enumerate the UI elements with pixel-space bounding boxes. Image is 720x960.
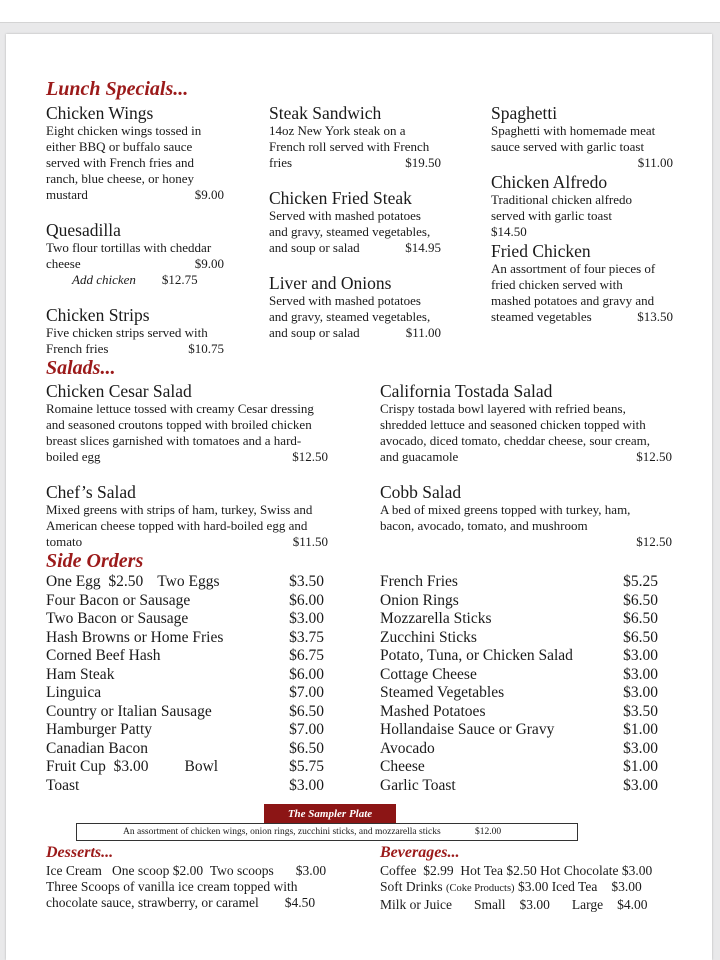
side-price: $6.50 [623, 628, 658, 646]
beverage-size: Small [474, 897, 506, 912]
previous-page-edge [0, 0, 720, 23]
item-desc: steamed vegetables [491, 309, 592, 324]
side-name: Corned Beef Hash [46, 647, 161, 664]
item-desc: A bed of mixed greens topped with turkey, ham, [380, 502, 631, 517]
item-quesadilla [46, 220, 224, 288]
item-desc: and soup or salad [269, 240, 360, 255]
item-price: $12.50 [636, 449, 672, 464]
item-name: Chicken Wings [46, 103, 154, 123]
item-name: Spaghetti [491, 103, 558, 123]
item-desc: either BBQ or buffalo sauce [46, 139, 193, 154]
side-price: $3.75 [289, 628, 324, 646]
side-row [380, 666, 658, 685]
side-name: Country or Italian Sausage [46, 702, 212, 720]
item-desc: tomato [46, 534, 83, 549]
item-desc: American cheese topped with hard-boiled egg and [46, 518, 308, 533]
item-name: Steak Sandwich [269, 103, 382, 123]
item-desc: and gravy, steamed vegetables, [269, 224, 431, 239]
beverage-line [380, 879, 680, 897]
beverage-price: $3.00 [621, 863, 653, 878]
dessert-name: Ice Cream [46, 863, 102, 878]
item-desc: served with French fries and [46, 155, 195, 170]
side-name: Avocado [380, 739, 435, 757]
side-price: $6.00 [289, 591, 324, 609]
item-desc: Five chicken strips served with [46, 325, 208, 340]
side-row [46, 629, 324, 648]
side-row [380, 647, 658, 666]
sides-left-column [46, 573, 324, 795]
side-price: $6.50 [289, 739, 324, 757]
side-price: $6.00 [289, 665, 324, 683]
item-name: Chicken Fried Steak [269, 188, 412, 208]
side-name: Steamed Vegetables [380, 684, 505, 701]
item-price: $11.00 [637, 155, 673, 170]
side-price: $7.00 [289, 721, 324, 738]
addon-label: Add chicken [72, 272, 136, 287]
item-desc: Crispy tostada bowl layered with refried beans, [380, 401, 626, 416]
side-name: Four Bacon or Sausage [46, 591, 191, 609]
dessert-line [46, 863, 338, 879]
item-steak-sandwich [269, 103, 441, 171]
item-desc: Served with mashed potatoes [269, 208, 421, 223]
side-name: Cottage Cheese [380, 665, 477, 683]
item-chicken-wings [46, 103, 224, 203]
side-name: Hamburger Patty [46, 721, 153, 738]
item-desc: cheese [46, 256, 81, 271]
beverage-name: Soft Drinks [380, 879, 443, 894]
side-row [46, 703, 324, 722]
sampler-desc: An assortment of chicken wings, onion rings, zucchini sticks, and mozzarella sticks [123, 827, 441, 837]
side-price: $3.00 [289, 776, 324, 794]
item-desc: An assortment of four pieces of [491, 261, 656, 276]
item-desc: and guacamole [380, 449, 459, 464]
side-row [46, 647, 324, 666]
beverage-line [380, 897, 680, 913]
beverage-price: $3.00 [611, 879, 642, 894]
desserts-block [46, 863, 338, 911]
item-name: Liver and Onions [269, 273, 392, 293]
item-price: $10.75 [188, 341, 224, 356]
item-price: $9.00 [194, 187, 224, 202]
item-price: $11.00 [405, 325, 441, 340]
item-spaghetti [491, 103, 673, 171]
dessert-option: Two scoops [209, 863, 274, 878]
item-desc: Romaine lettuce tossed with creamy Cesar dressing [46, 401, 314, 416]
beverage-price: $2.50 [506, 863, 537, 878]
side-row [380, 629, 658, 648]
item-desc: sauce served with garlic toast [491, 139, 645, 154]
side-row [380, 573, 658, 592]
side-price: $3.50 [623, 702, 658, 720]
side-name: Hollandaise Sauce or Gravy [380, 721, 555, 738]
item-desc: French fries [46, 341, 109, 356]
item-desc: and soup or salad [269, 325, 360, 340]
item-desc: served with garlic toast [491, 208, 612, 223]
item-name: Cobb Salad [380, 482, 462, 502]
item-chicken-cesar-salad [46, 381, 328, 465]
beverage-price: $3.00 [519, 897, 550, 912]
item-desc: mustard [46, 187, 88, 202]
sides-right-column [380, 573, 658, 795]
beverages-block [380, 863, 680, 913]
side-row [46, 721, 324, 740]
item-cobb-salad [380, 482, 672, 550]
item-desc: Two flour tortillas with cheddar [46, 240, 212, 255]
side-row [46, 592, 324, 611]
dessert-line [46, 895, 338, 911]
side-price: $3.50 [289, 573, 324, 590]
side-name: Potato, Tuna, or Chicken Salad [380, 647, 573, 664]
item-name: California Tostada Salad [380, 381, 553, 401]
item-price: $13.50 [637, 309, 673, 324]
item-fried-chicken [491, 241, 673, 325]
side-name: Two Bacon or Sausage [46, 610, 189, 627]
beverage-line [380, 863, 680, 879]
dessert-option: One scoop $2.00 [111, 863, 204, 878]
beverage-name: Hot Chocolate [540, 863, 619, 878]
side-price: $5.75 [289, 758, 324, 775]
side-row [46, 666, 324, 685]
side-price: $6.50 [623, 610, 658, 627]
item-desc: French roll served with French [269, 139, 430, 154]
beverage-note: (Coke Products) [446, 883, 515, 894]
side-name: Mashed Potatoes [380, 702, 486, 720]
side-orders-heading: Side Orders [46, 550, 144, 572]
side-price: $3.00 [623, 647, 658, 664]
side-row [380, 703, 658, 722]
sampler-plate-box [76, 823, 578, 841]
item-name: Fried Chicken [491, 241, 591, 261]
side-row [46, 610, 324, 629]
item-chicken-strips [46, 305, 224, 357]
item-desc: fries [269, 155, 293, 170]
item-desc: Spaghetti with homemade meat [491, 123, 656, 138]
side-price: $3.00 [113, 758, 149, 775]
item-price: $11.50 [292, 534, 328, 549]
item-desc: and gravy, steamed vegetables, [269, 309, 431, 324]
side-row [380, 721, 658, 740]
beverage-size: Large [571, 897, 604, 912]
item-desc: breast slices garnished with tomatoes and a hard- [46, 433, 302, 448]
side-price: $3.00 [623, 739, 658, 757]
side-row [46, 740, 324, 759]
side-name: One Egg [46, 573, 101, 590]
side-price: $3.00 [623, 684, 658, 701]
item-price: $14.50 [491, 224, 527, 239]
item-desc: 14oz New York steak on a [269, 123, 406, 138]
beverage-name: Iced Tea [551, 879, 598, 894]
item-desc: and seasoned croutons topped with broiled chicken [46, 417, 312, 432]
dessert-price: $4.50 [284, 895, 316, 910]
side-row [380, 592, 658, 611]
menu-page [6, 34, 712, 960]
sampler-price: $12.00 [475, 827, 502, 837]
side-price: $2.50 [108, 573, 144, 590]
side-row [46, 684, 324, 703]
side-name: Mozzarella Sticks [380, 610, 492, 627]
side-row [46, 777, 324, 796]
item-name: Chicken Cesar Salad [46, 381, 192, 401]
dessert-desc: chocolate sauce, strawberry, or caramel [46, 895, 259, 910]
beverage-name: Hot Tea [460, 863, 504, 878]
side-price: $7.00 [289, 684, 324, 701]
side-name: Cheese [380, 758, 425, 775]
item-price: $12.50 [292, 449, 328, 464]
side-price: $1.00 [623, 721, 658, 738]
side-row [380, 684, 658, 703]
item-california-tostada-salad [380, 381, 672, 465]
item-name: Chicken Alfredo [491, 172, 608, 192]
side-price: $5.25 [623, 573, 658, 590]
beverage-name: Milk or Juice [380, 897, 452, 912]
side-name: Two Eggs [157, 573, 220, 590]
dessert-line: Three Scoops of vanilla ice cream topped with [46, 879, 298, 894]
item-desc: Traditional chicken alfredo [491, 192, 633, 207]
side-name: Onion Rings [380, 591, 459, 609]
side-name: Hash Browns or Home Fries [46, 628, 224, 646]
side-name: Bowl [184, 758, 219, 775]
salads-heading: Salads... [46, 357, 116, 379]
item-desc: fried chicken served with [491, 277, 623, 292]
side-price: $3.00 [623, 776, 658, 794]
item-desc: boiled egg [46, 449, 101, 464]
item-desc: Eight chicken wings tossed in [46, 123, 202, 138]
item-name: Chef’s Salad [46, 482, 136, 502]
item-liver-and-onions [269, 273, 441, 341]
side-name: Ham Steak [46, 665, 115, 683]
item-chefs-salad [46, 482, 328, 550]
item-name: Quesadilla [46, 220, 121, 240]
side-row-eggs [46, 573, 324, 592]
side-name: Toast [46, 776, 80, 794]
beverages-heading: Beverages... [380, 844, 460, 861]
item-price: $14.95 [405, 240, 441, 255]
item-chicken-fried-steak [269, 188, 441, 256]
side-name: Linguica [46, 684, 102, 701]
side-row [380, 740, 658, 759]
side-price: $3.00 [623, 665, 658, 683]
item-desc: Mixed greens with strips of ham, turkey, Swiss and [46, 502, 313, 517]
side-price: $6.75 [289, 647, 324, 664]
sampler-plate-banner: The Sampler Plate [264, 804, 396, 824]
item-desc: avocado, diced tomato, cheddar cheese, sour cream, [380, 433, 650, 448]
item-name: Chicken Strips [46, 305, 150, 325]
beverage-name: Coffee [380, 863, 417, 878]
side-name: French Fries [380, 573, 458, 590]
side-price: $6.50 [623, 591, 658, 609]
beverage-price: $4.00 [617, 897, 648, 912]
side-row-fruit [46, 758, 324, 777]
item-desc: Served with mashed potatoes [269, 293, 421, 308]
beverage-price: $3.00 [517, 879, 549, 894]
item-desc: ranch, blue cheese, or honey [46, 171, 194, 186]
dessert-price: $3.00 [295, 863, 327, 878]
item-chicken-alfredo [491, 172, 673, 240]
side-name: Fruit Cup [46, 758, 106, 775]
item-price: $9.00 [194, 256, 224, 271]
item-desc: mashed potatoes and gravy and [491, 293, 655, 308]
side-name: Zucchini Sticks [380, 628, 477, 646]
item-price: $19.50 [405, 155, 441, 170]
lunch-specials-heading: Lunch Specials... [46, 78, 189, 100]
side-row [380, 758, 658, 777]
item-desc: shredded lettuce and seasoned chicken topped with [380, 417, 646, 432]
side-name: Garlic Toast [380, 776, 456, 794]
side-row [380, 610, 658, 629]
side-price: $3.00 [289, 610, 324, 627]
desserts-heading: Desserts... [46, 844, 114, 861]
beverage-price: $2.99 [423, 863, 454, 878]
addon-price: $12.75 [161, 272, 198, 287]
side-price: $6.50 [289, 702, 324, 720]
item-price: $12.50 [636, 534, 672, 549]
item-desc: bacon, avocado, tomato, and mushroom [380, 518, 588, 533]
side-price: $1.00 [623, 758, 658, 775]
side-name: Canadian Bacon [46, 739, 149, 757]
side-row [380, 777, 658, 796]
